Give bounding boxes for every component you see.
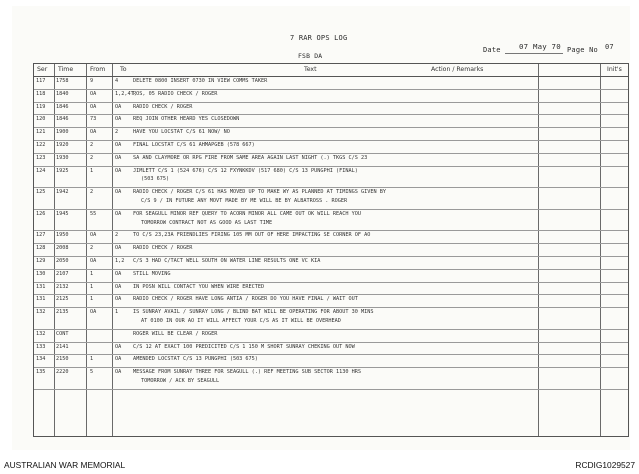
date-value: 07 May 70 [519, 42, 561, 51]
serial-cell: 133 [36, 343, 46, 350]
row-divider [34, 209, 628, 210]
serial-cell: 117 [36, 78, 46, 84]
to-cell: OA [115, 343, 122, 350]
from-cell: 73 [90, 116, 97, 123]
to-cell: 1,2 [115, 258, 125, 264]
serial-cell: 127 [36, 232, 46, 239]
from-cell: 1 [90, 296, 94, 303]
serial-cell: 124 [36, 167, 46, 174]
time-cell: 2220 [56, 369, 69, 376]
message-text: RADIO CHECK / ROGER [133, 245, 193, 252]
to-cell: OA [115, 103, 122, 110]
to-cell: 2 [115, 129, 119, 136]
message-text: DELETE 0800 INSERT 0730 IN VIEW COMMS TAKER [133, 78, 268, 84]
from-cell: 9 [90, 78, 94, 84]
serial-cell: 126 [36, 210, 46, 217]
row-divider [34, 127, 628, 128]
from-cell: 1 [90, 283, 94, 290]
col-header-inits: Init's [607, 66, 622, 73]
message-text: IN POSN WILL CONTACT YOU WHEN WIRE ERECTED [133, 283, 265, 290]
message-text: POS, 05 RADIO CHECK / ROGER [133, 90, 218, 97]
to-cell: 4 [115, 78, 119, 84]
serial-cell: 120 [36, 116, 46, 123]
to-cell: 1,2,4T, [115, 90, 137, 97]
serial-cell: 122 [36, 142, 46, 148]
row-divider [34, 153, 628, 154]
serial-cell: 134 [36, 356, 46, 363]
to-cell: OA [115, 116, 122, 123]
to-cell: OA [115, 296, 122, 303]
col-header-text: Text [304, 66, 317, 73]
row-divider [34, 367, 628, 368]
to-cell: OA [115, 270, 122, 277]
time-cell: 2150 [56, 356, 69, 363]
time-cell: 2050 [56, 258, 69, 264]
message-text: ROGER WILL BE CLEAR / ROGER [133, 330, 218, 337]
from-cell: 2 [90, 142, 94, 148]
from-cell: OA [90, 258, 97, 264]
serial-cell: 132 [36, 309, 46, 316]
serial-cell: 119 [36, 103, 46, 110]
message-text: FOR SEAGULL MINOR REF QUERY TO ACORN MINOR ALL CAME OUT OK WILL REACH YOU [133, 210, 361, 217]
col-header-time: Time [58, 66, 74, 73]
date-label: Date [483, 46, 501, 54]
col-header-ser: Ser [37, 66, 48, 73]
time-cell: 1950 [56, 232, 69, 239]
time-cell: 2125 [56, 296, 69, 303]
serial-cell: 118 [36, 90, 46, 97]
message-text: C/S 3 HAD C/TACT WELL SOUTH ON WATER LINE RESULTS ONE VC KIA [133, 258, 321, 264]
to-cell: OA [115, 189, 122, 196]
from-cell: 1 [90, 167, 94, 174]
page-value: 07 [605, 43, 614, 51]
from-cell: 1 [90, 356, 94, 363]
message-text: FINAL LOCSTAT C/S 61 AHMAPGEB (578 667) [133, 142, 255, 148]
col-header-from: From [90, 66, 106, 73]
serial-cell: 131 [36, 296, 46, 303]
from-cell: 2 [90, 245, 94, 252]
time-cell: 1758 [56, 78, 69, 84]
message-text: TO C/S 23,23A FRIENDLIES FIRING 105 MM OUT OF HERE IMPACTING SE CORNER OF AO [133, 232, 371, 239]
message-text: JIMLETT C/S 1 (524 676) C/S 12 FXYNKKDV (517 680) C/S 13 PUNGPHI (FINAL) [133, 167, 358, 174]
message-text: STILL MOVING [133, 270, 171, 277]
col-header-action: Action / Remarks [431, 66, 484, 73]
row-divider [34, 294, 628, 295]
from-cell: 1 [90, 270, 94, 277]
to-cell: OA [115, 245, 122, 252]
from-cell: 2 [90, 189, 94, 196]
from-cell: OA [90, 90, 97, 97]
serial-cell: 129 [36, 258, 46, 264]
time-cell: 2141 [56, 343, 69, 350]
time-cell: 2107 [56, 270, 69, 277]
row-divider [34, 187, 628, 188]
row-divider [34, 102, 628, 103]
time-cell: 2008 [56, 245, 69, 252]
row-divider [34, 282, 628, 283]
serial-cell: 128 [36, 245, 46, 252]
archive-credit: AUSTRALIAN WAR MEMORIAL [4, 460, 126, 470]
from-cell: 55 [90, 210, 97, 217]
to-cell: 1 [115, 309, 119, 316]
record-id: RCDIG1029527 [575, 460, 635, 470]
from-cell: OA [90, 103, 97, 110]
serial-cell: 121 [36, 129, 46, 136]
message-text: (503 675) [141, 176, 170, 183]
time-cell: 1900 [56, 129, 69, 136]
row-divider [34, 329, 628, 330]
row-divider [34, 269, 628, 270]
row-divider [34, 354, 628, 355]
message-text: TOMORROW CONTRACT NOT AS GOOD AS LAST TIME [141, 219, 273, 226]
serial-cell: 125 [36, 189, 46, 196]
message-text: SA AND CLAYMORE OR RPG FIRE FROM SAME AREA AGAIN LAST NIGHT (.) TKGS C/S 23 [133, 154, 368, 161]
time-cell: 1925 [56, 167, 69, 174]
ops-log-table [33, 63, 629, 437]
time-cell: 1840 [56, 90, 69, 97]
to-cell: OA [115, 356, 122, 363]
time-cell: 1942 [56, 189, 69, 196]
message-text: MESSAGE FROM SUNRAY THREE FOR SEAGULL (.) REF MEETING SUB SECTOR 1130 HRS [133, 369, 361, 376]
from-cell: OA [90, 232, 97, 239]
message-text: RADIO CHECK / ROGER HAVE LONG ANTIA / ROGER DO YOU HAVE FINAL / WAIT OUT [133, 296, 358, 303]
to-cell: OA [115, 142, 122, 148]
message-text: IS SUNRAY AVAIL / SUNRAY LONG / BLIND BAT WILL BE OPERATING FOR ABOUT 30 MINS [133, 309, 374, 316]
header-divider [34, 76, 628, 77]
row-divider [34, 342, 628, 343]
serial-cell: 131 [36, 283, 46, 290]
message-text: RADIO CHECK / ROGER C/S 61 HAS MOVED UP TO MAKE WY AS PLANNED AT TIMINGS GIVEN BY [133, 189, 386, 196]
date-underline [505, 53, 563, 54]
message-text: REQ JOIN OTHER HEARD YES CLOSEDOWN [133, 116, 240, 123]
from-cell: 2 [90, 154, 94, 161]
time-cell: 1846 [56, 116, 69, 123]
time-cell: 1945 [56, 210, 69, 217]
row-divider [34, 140, 628, 141]
row-divider [34, 256, 628, 257]
row-divider [34, 243, 628, 244]
from-cell: OA [90, 129, 97, 136]
row-divider [34, 230, 628, 231]
to-cell: OA [115, 210, 122, 217]
log-title: 7 RAR OPS LOG [290, 34, 348, 42]
to-cell: 2 [115, 232, 119, 239]
message-text: RADIO CHECK / ROGER [133, 103, 193, 110]
message-text: HAVE YOU LOCSTAT C/S 61 NOW/ NO [133, 129, 230, 136]
col-header-to: To [120, 66, 127, 73]
message-text: AT 0100 IN OUR AO IT WILL AFFECT YOUR C/S AS IT WILL BE OVERHEAD [141, 318, 341, 324]
message-text: TOMORROW / ACK BY SEAGULL [141, 378, 220, 384]
message-text: C/S 9 / IN FUTURE ANY MOVT MADE BY ME WILL BE BY ALBATROSS . ROGER [141, 198, 348, 204]
time-cell: 2132 [56, 283, 69, 290]
serial-cell: 123 [36, 154, 46, 161]
row-divider [34, 166, 628, 167]
serial-cell: 130 [36, 270, 46, 277]
row-divider [34, 114, 628, 115]
to-cell: OA [115, 167, 122, 174]
row-divider [34, 307, 628, 308]
time-cell: 2135 [56, 309, 69, 316]
from-cell: 5 [90, 369, 94, 376]
time-cell: 1930 [56, 154, 69, 161]
message-text: AMENDED LOCSTAT C/S 13 PUNGPHI (503 675) [133, 356, 258, 363]
serial-cell: 132 [36, 330, 46, 337]
serial-cell: 135 [36, 369, 46, 376]
to-cell: OA [115, 283, 122, 290]
to-cell: OA [115, 154, 122, 161]
time-cell: CONT [56, 330, 69, 337]
time-cell: 1846 [56, 103, 69, 110]
to-cell: OA [115, 369, 122, 376]
row-divider [34, 89, 628, 90]
page-label: Page No [567, 46, 598, 54]
time-cell: 1920 [56, 142, 69, 148]
message-text: C/S 12 AT EXACT 100 PREDICITED C/S 1 150 M SHORT SUNRAY CHEKING OUT NOW [133, 343, 355, 350]
from-cell: OA [90, 309, 97, 316]
row-divider [34, 389, 628, 390]
location-label: FSB DA [298, 52, 323, 60]
